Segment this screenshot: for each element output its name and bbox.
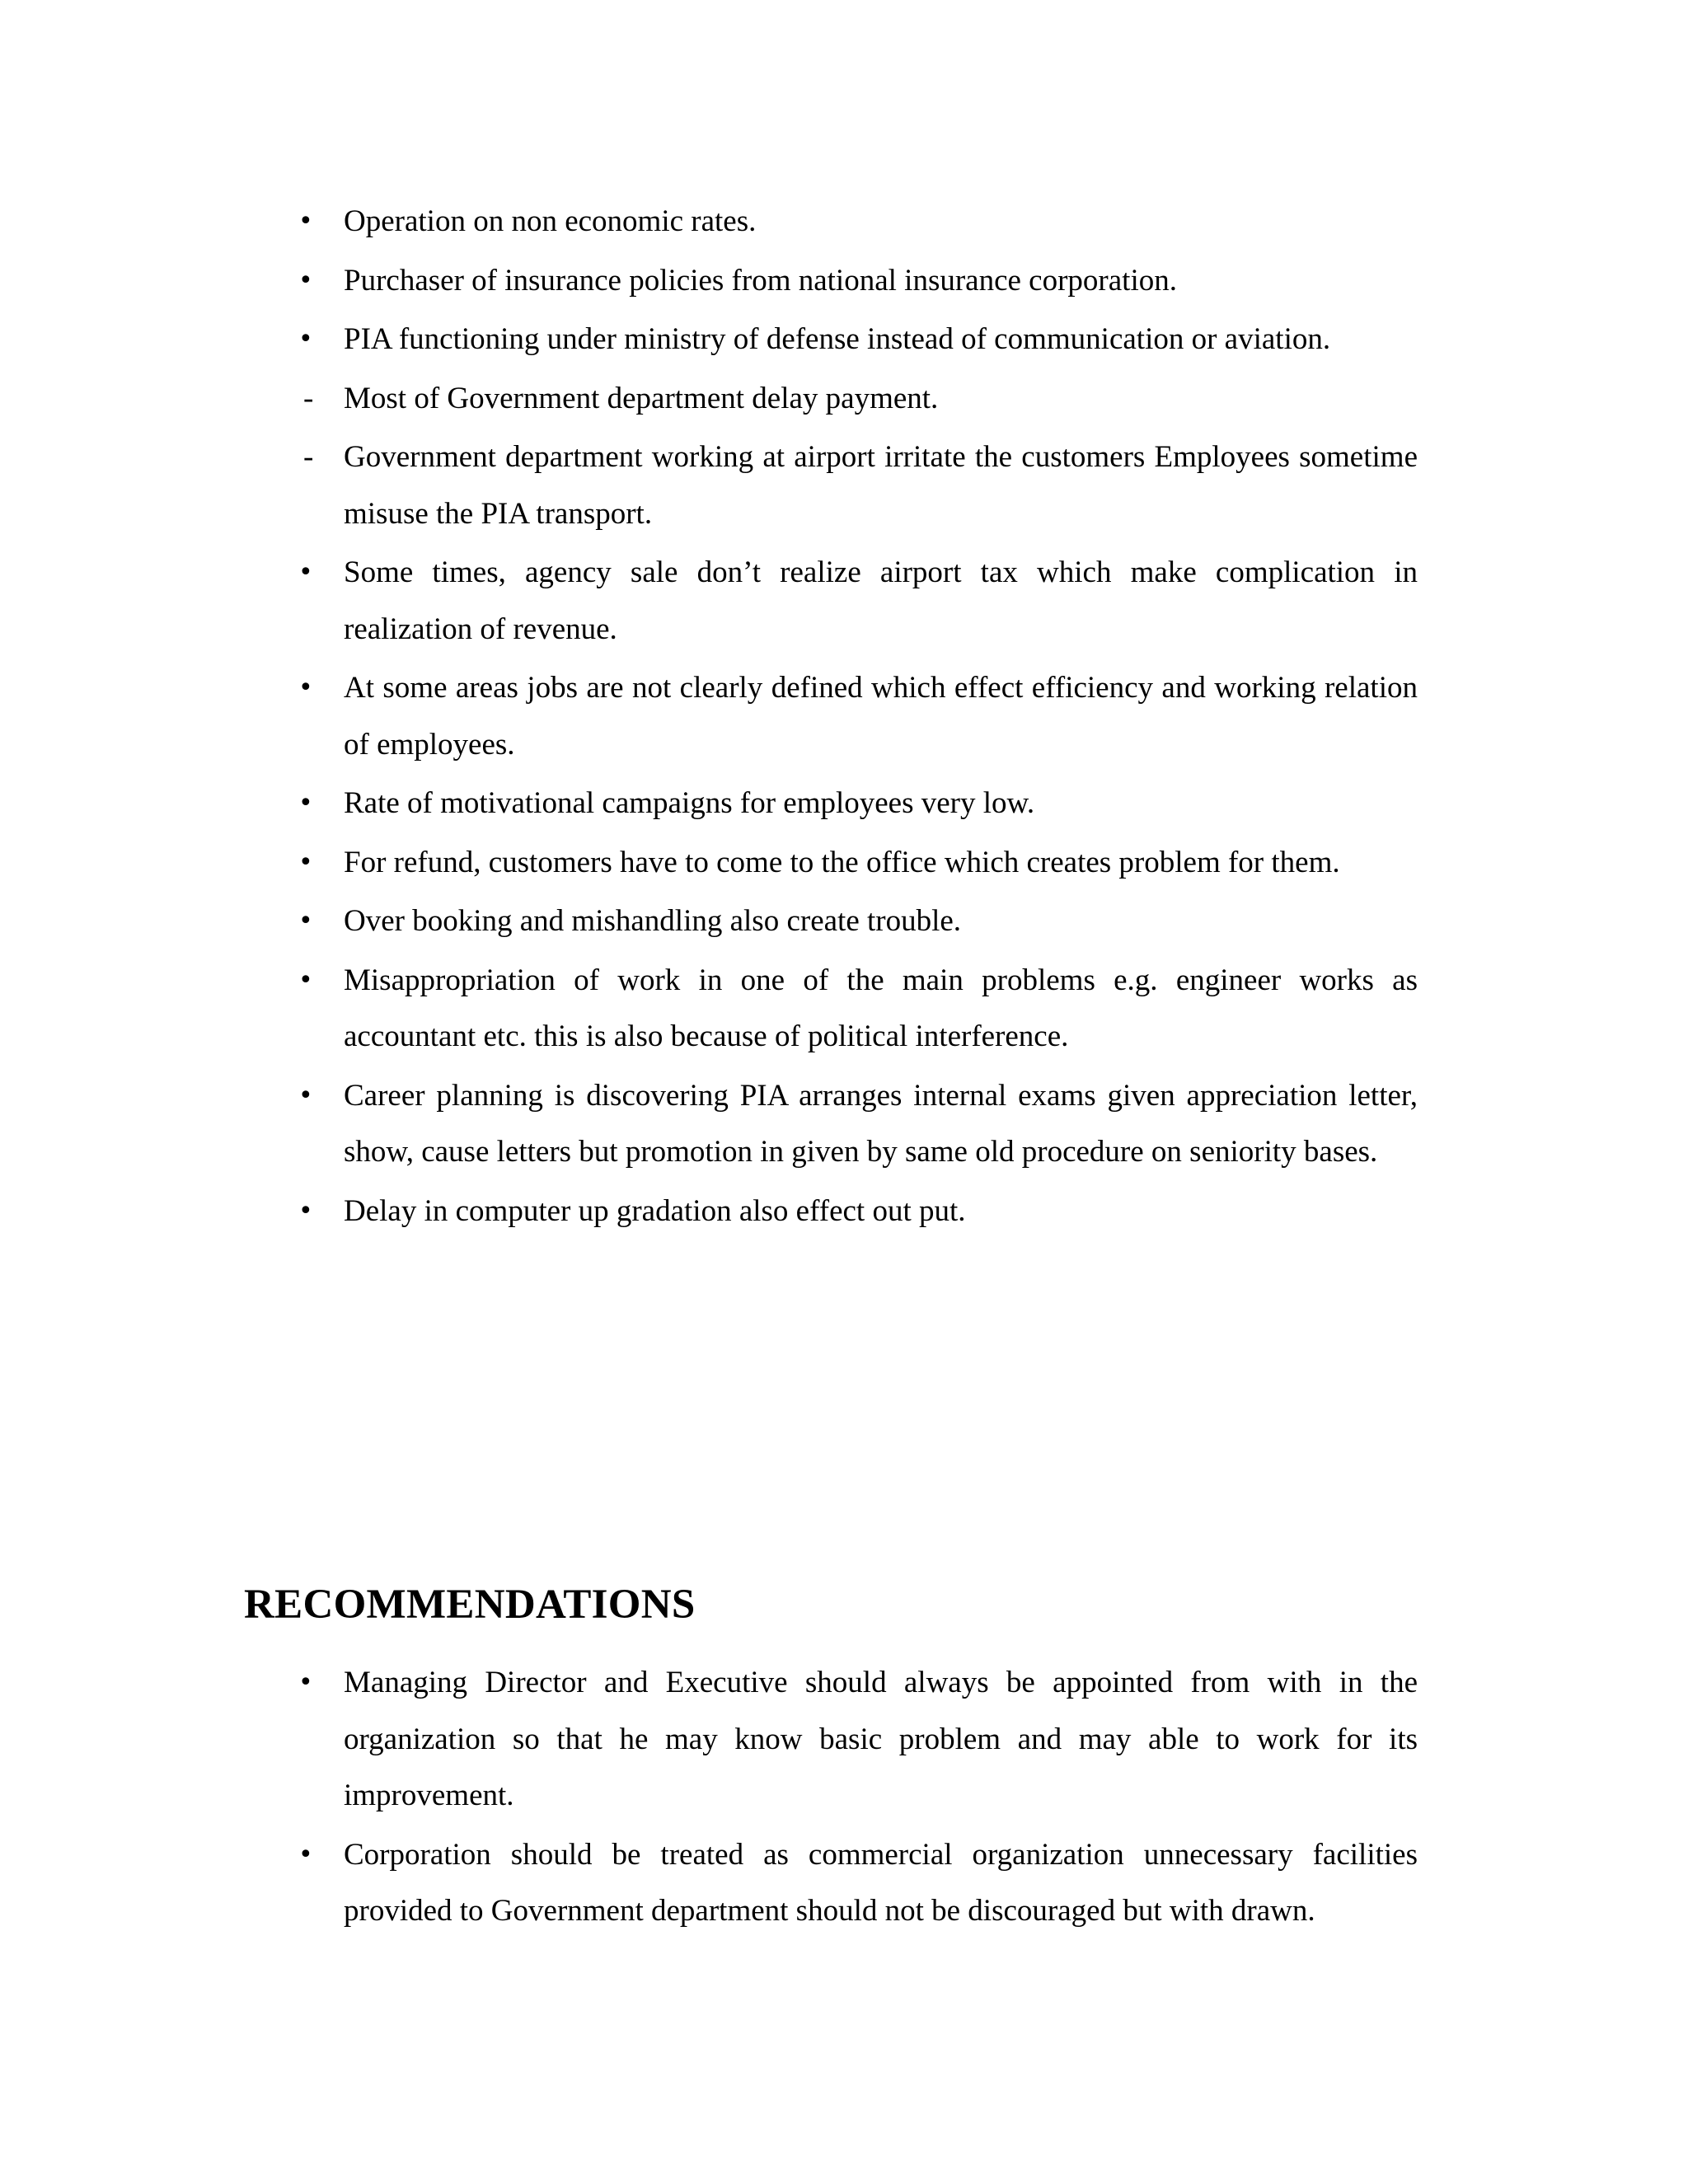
bullet-marker: • — [298, 907, 313, 935]
list-item-text: Operation on non economic rates. — [344, 204, 757, 238]
bullet-marker: • — [298, 207, 313, 236]
bullet-marker: • — [298, 965, 313, 995]
bullet-marker: • — [298, 1668, 313, 1697]
problems-list — [297, 194, 1418, 1242]
list-item — [297, 835, 1418, 892]
recommendations-list — [297, 1655, 1418, 1943]
bullet-marker: • — [298, 265, 313, 295]
bullet-marker: • — [298, 1196, 313, 1226]
list-item-text: Some times, agency sale don’t realize airport tax which make complication in realization of revenue. — [344, 555, 1418, 646]
list-item-text: Misappropriation of work in one of the main problems e.g. engineer works as accountant etc. this is also because of political interference. — [344, 963, 1418, 1053]
list-item — [297, 371, 1418, 428]
list-item — [297, 953, 1418, 1066]
bullet-marker: • — [298, 789, 313, 818]
list-item — [297, 660, 1418, 773]
list-item-text: At some areas jobs are not clearly defined which effect efficiency and working relation of employees. — [344, 671, 1418, 762]
list-item — [297, 429, 1418, 542]
bullet-marker: • — [298, 673, 313, 702]
list-item — [297, 545, 1418, 658]
dash-marker: - — [303, 381, 314, 415]
list-item — [297, 893, 1418, 950]
list-item — [297, 253, 1418, 310]
list-item-text: For refund, customers have to come to the office which creates problem for them. — [344, 845, 1340, 879]
list-item-text: Most of Government department delay payment. — [344, 381, 939, 415]
list-item-text: PIA functioning under ministry of defense instead of communication or aviation. — [344, 322, 1331, 356]
list-item — [297, 1068, 1418, 1181]
list-item — [297, 194, 1418, 251]
list-item-text: Career planning is discovering PIA arranges internal exams given appreciation letter, show, cause letters but promotion in given by same old procedure on seniority bases. — [344, 1078, 1418, 1169]
list-item — [297, 1655, 1418, 1825]
list-item-text: Managing Director and Executive should always be appointed from with in the organization so that he may know basic problem and may able to work for its improvement. — [344, 1666, 1418, 1812]
list-item-text: Government department working at airport irritate the customers Employees sometime misuse the PIA transport. — [344, 440, 1418, 531]
list-item-text: Delay in computer up gradation also effect out put. — [344, 1193, 966, 1228]
dash-marker: - — [303, 440, 314, 474]
bullet-marker: • — [298, 1840, 313, 1869]
list-item — [297, 1183, 1418, 1240]
bullet-marker: • — [298, 325, 313, 354]
list-item-text: Over booking and mishandling also create trouble. — [344, 904, 962, 938]
section-heading: RECOMMENDATIONS — [244, 1582, 696, 1628]
list-item — [297, 776, 1418, 832]
list-item-text: Corporation should be treated as commercial organization unnecessary facilities provided to Government department should not be discouraged but with drawn. — [344, 1837, 1418, 1928]
list-item — [297, 1827, 1418, 1940]
bullet-marker: • — [298, 1080, 313, 1110]
list-item-text: Purchaser of insurance policies from national insurance corporation. — [344, 263, 1177, 298]
bullet-marker: • — [298, 558, 313, 587]
bullet-marker: • — [298, 847, 313, 877]
list-item — [297, 312, 1418, 368]
list-item-text: Rate of motivational campaigns for employees very low. — [344, 786, 1035, 820]
